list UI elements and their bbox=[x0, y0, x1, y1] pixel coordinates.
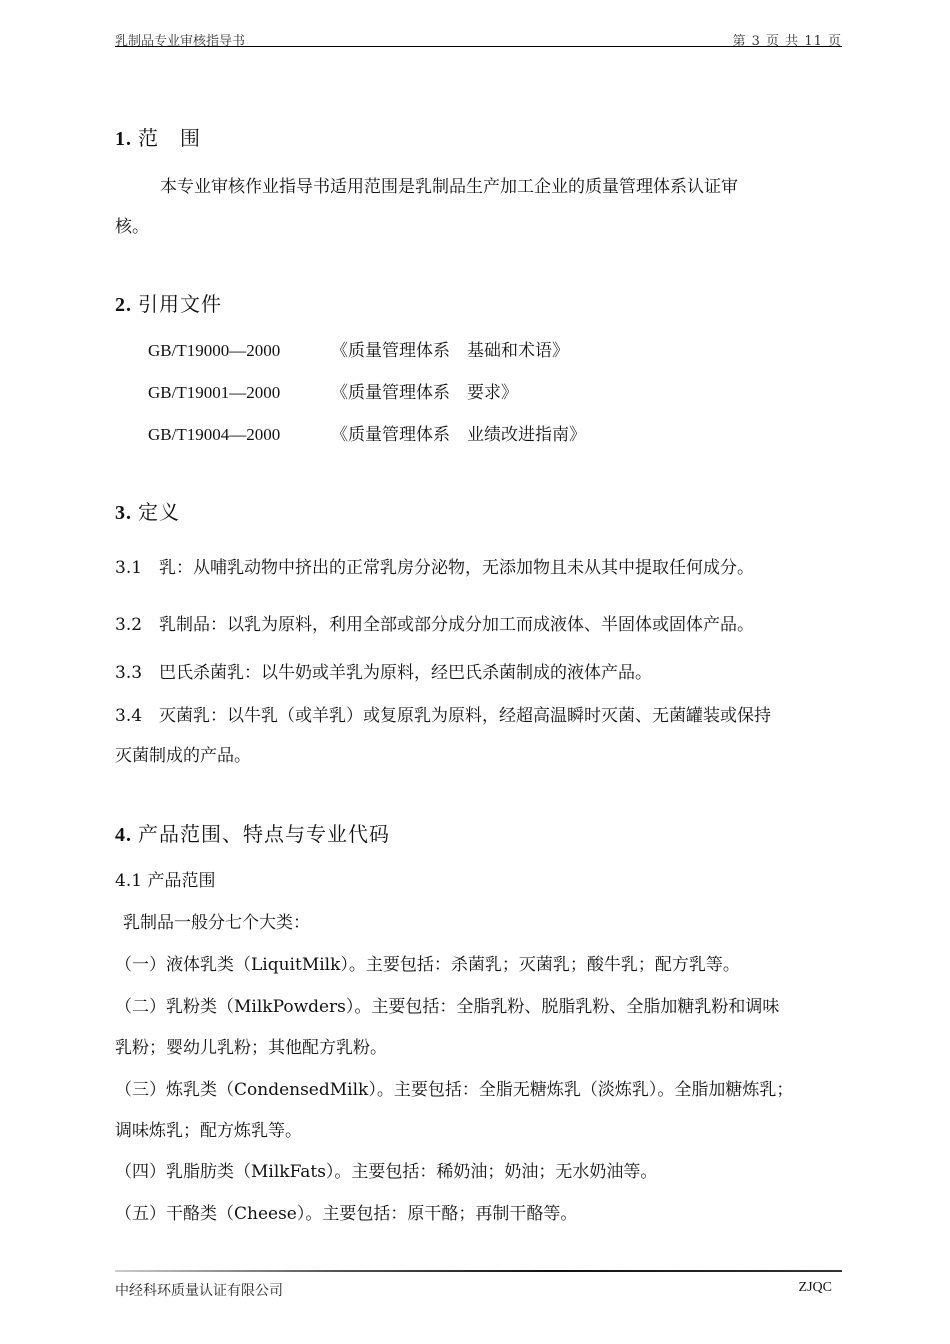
reference-item bbox=[148, 378, 518, 403]
section-3-heading bbox=[115, 496, 180, 525]
reference-code: GB/T19004—2000 bbox=[148, 425, 281, 444]
page-header bbox=[115, 28, 842, 48]
definition-3-4-line2: 灭菌制成的产品。 bbox=[115, 746, 251, 766]
section-2-number: 2. bbox=[115, 294, 132, 316]
category-2-line2: 乳粉；婴幼儿乳粉；其他配方乳粉。 bbox=[115, 1038, 387, 1058]
category-2-line1: （二）乳粉类（MilkPowders）。主要包括：全脂乳粉、脱脂乳粉、全脂加糖乳粉和调味 bbox=[115, 997, 780, 1017]
category-3-line2: 调味炼乳；配方炼乳等。 bbox=[115, 1121, 302, 1141]
definition-3-4-line1: 3.4 灭菌乳：以牛乳（或羊乳）或复原乳为原料，经超高温瞬时灭菌、无菌罐装或保持 bbox=[115, 706, 772, 726]
section-1-heading bbox=[115, 122, 201, 151]
definition-3-2: 3.2 乳制品：以乳为原料，利用全部或部分成分加工而成液体、半固体或固体产品。 bbox=[115, 615, 755, 635]
page-number: 第 3 页 共 11 页 bbox=[732, 34, 842, 49]
reference-name: 《质量管理体系 基础和术语》 bbox=[331, 341, 569, 361]
section-1-text-line1: 本专业审核作业指导书适用范围是乳制品生产加工企业的质量管理体系认证审 bbox=[160, 177, 738, 197]
header-divider bbox=[115, 46, 842, 47]
section-2-title: 引用文件 bbox=[138, 292, 222, 316]
category-3-line1: （三）炼乳类（CondensedMilk）。主要包括：全脂无糖炼乳（淡炼乳）。全脂加糖炼乳； bbox=[115, 1080, 794, 1100]
section-3-title: 定义 bbox=[138, 500, 180, 524]
section-4-number: 4. bbox=[115, 824, 132, 846]
document-title: 乳制品专业审核指导书 bbox=[115, 34, 246, 49]
section-1-title: 范 围 bbox=[138, 126, 201, 150]
company-name: 中经科环质量认证有限公司 bbox=[115, 1283, 283, 1299]
section-4-title: 产品范围、特点与专业代码 bbox=[138, 822, 390, 846]
definition-3-1: 3.1 乳：从哺乳动物中挤出的正常乳房分泌物，无添加物且未从其中提取任何成分。 bbox=[115, 558, 755, 578]
definition-3-3: 3.3 巴氏杀菌乳：以牛奶或羊乳为原料，经巴氏杀菌制成的液体产品。 bbox=[115, 663, 653, 683]
section-2-heading bbox=[115, 288, 222, 317]
section-1-number: 1. bbox=[115, 128, 132, 150]
section-1-text-line2: 核。 bbox=[115, 217, 149, 237]
reference-code: GB/T19000—2000 bbox=[148, 341, 281, 360]
reference-item bbox=[148, 420, 586, 445]
page-footer bbox=[115, 1270, 842, 1300]
footer-divider bbox=[115, 1270, 842, 1272]
section-4-heading bbox=[115, 818, 390, 847]
reference-name: 《质量管理体系 要求》 bbox=[331, 383, 518, 403]
section-3-number: 3. bbox=[115, 502, 132, 524]
reference-name: 《质量管理体系 业绩改进指南》 bbox=[331, 425, 586, 445]
reference-code: GB/T19001—2000 bbox=[148, 383, 281, 402]
category-1: （一）液体乳类（LiquitMilk）。主要包括：杀菌乳；灭菌乳；酸牛乳；配方乳等。 bbox=[115, 955, 740, 975]
category-4: （四）乳脂肪类（MilkFats）。主要包括：稀奶油；奶油；无水奶油等。 bbox=[115, 1162, 658, 1182]
reference-item bbox=[148, 336, 569, 361]
company-code: ZJQC bbox=[798, 1280, 832, 1295]
category-intro: 乳制品一般分七个大类： bbox=[123, 913, 310, 933]
category-5: （五）干酪类（Cheese）。主要包括：原干酪；再制干酪等。 bbox=[115, 1204, 578, 1224]
subsection-4-1-title: 4.1 产品范围 bbox=[115, 871, 216, 891]
